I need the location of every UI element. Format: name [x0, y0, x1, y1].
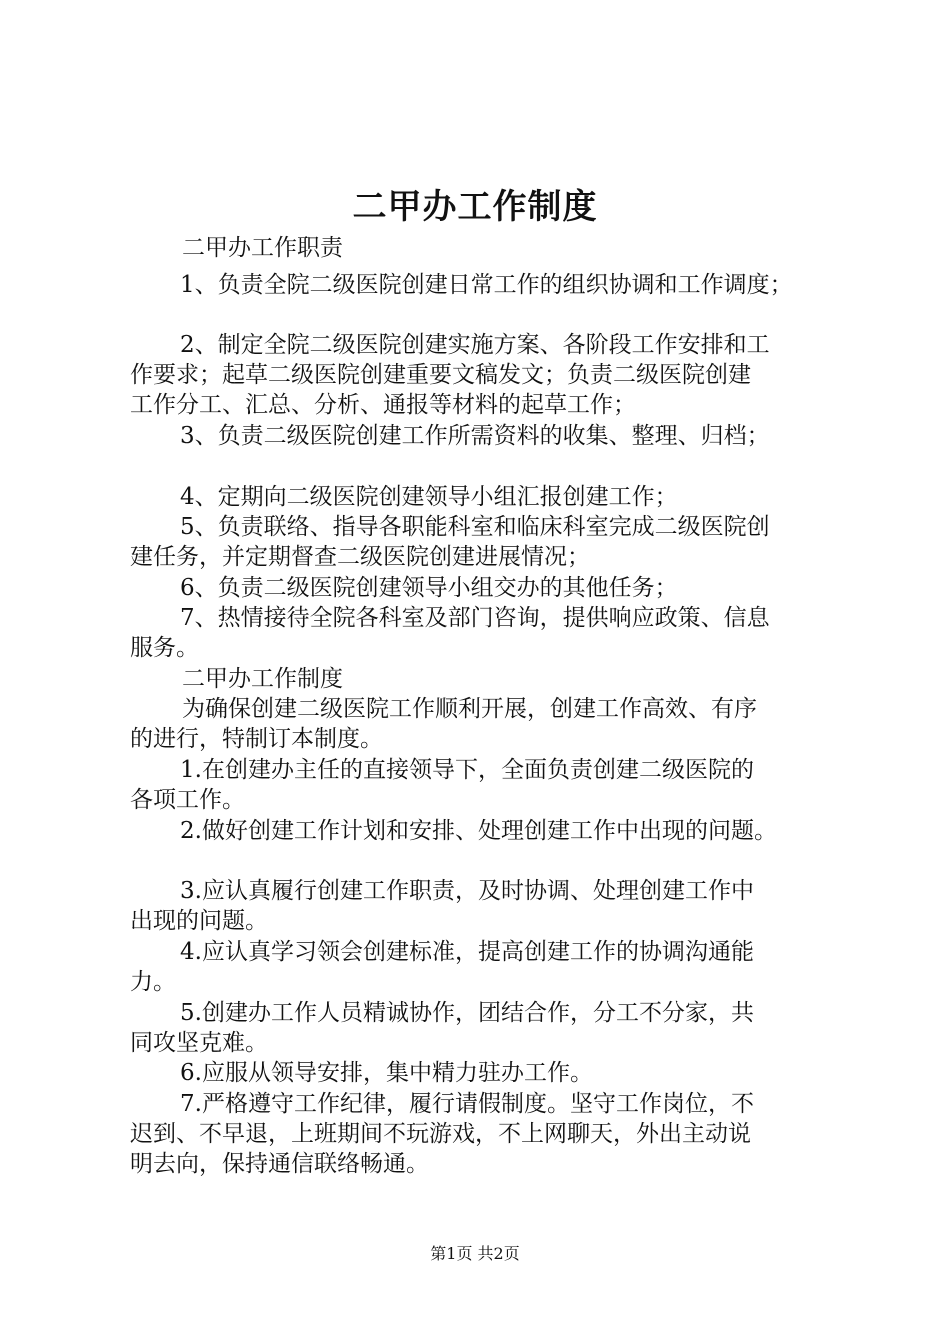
rule-item-7: 7.严格遵守工作纪律，履行请假制度。坚守工作岗位，不 [180, 1091, 754, 1117]
rule-item-3: 3.应认真履行创建工作职责，及时协调、处理创建工作中 [180, 878, 754, 904]
rule-item-4: 4.应认真学习领会创建标准，提高创建工作的协调沟通能 [180, 939, 754, 965]
rule-item-2: 2.做好创建工作计划和安排、处理创建工作中出现的问题。 [180, 818, 777, 844]
rule-item-3-cont: 出现的问题。 [130, 908, 268, 934]
rule-item-4-cont: 力。 [130, 969, 176, 995]
page-footer: 第1页 共2页 [430, 1244, 520, 1263]
duty-item-2: 2、制定全院二级医院创建实施方案、各阶段工作安排和工 [180, 332, 770, 358]
rule-item-6: 6.应服从领导安排，集中精力驻办工作。 [180, 1060, 593, 1086]
rules-intro-cont: 的进行，特制订本制度。 [130, 726, 383, 752]
section-heading-duties: 二甲办工作职责 [182, 235, 343, 261]
duty-item-5: 5、负责联络、指导各职能科室和临床科室完成二级医院创 [180, 514, 770, 540]
rule-item-5-cont: 同攻坚克难。 [130, 1030, 268, 1056]
duty-item-4: 4、定期向二级医院创建领导小组汇报创建工作； [180, 484, 678, 510]
duty-item-1: 1、负责全院二级医院创建日常工作的组织协调和工作调度； [180, 272, 793, 298]
duty-item-5-cont: 建任务，并定期督查二级医院创建进展情况； [130, 544, 590, 570]
duty-item-7-cont: 服务。 [130, 635, 199, 661]
rule-item-5: 5.创建办工作人员精诚协作，团结合作，分工不分家，共 [180, 1000, 754, 1026]
rule-item-1-cont: 各项工作。 [130, 787, 245, 813]
section-heading-rules: 二甲办工作制度 [182, 666, 343, 692]
duty-item-2-cont-1: 作要求；起草二级医院创建重要文稿发文；负责二级医院创建 [130, 362, 751, 388]
duty-item-3: 3、负责二级医院创建工作所需资料的收集、整理、归档； [180, 423, 770, 449]
document-title: 二甲办工作制度 [352, 187, 598, 227]
duty-item-2-cont-2: 工作分工、汇总、分析、通报等材料的起草工作； [130, 392, 636, 418]
rule-item-7-cont-1: 迟到、不早退，上班期间不玩游戏，不上网聊天，外出主动说 [130, 1121, 751, 1147]
rule-item-1: 1.在创建办主任的直接领导下，全面负责创建二级医院的 [180, 757, 754, 783]
rule-item-7-cont-2: 明去向，保持通信联络畅通。 [130, 1151, 429, 1177]
rules-intro: 为确保创建二级医院工作顺利开展，创建工作高效、有序 [182, 696, 757, 722]
duty-item-7: 7、热情接待全院各科室及部门咨询，提供响应政策、信息 [180, 605, 770, 631]
duty-item-6: 6、负责二级医院创建领导小组交办的其他任务； [180, 575, 678, 601]
